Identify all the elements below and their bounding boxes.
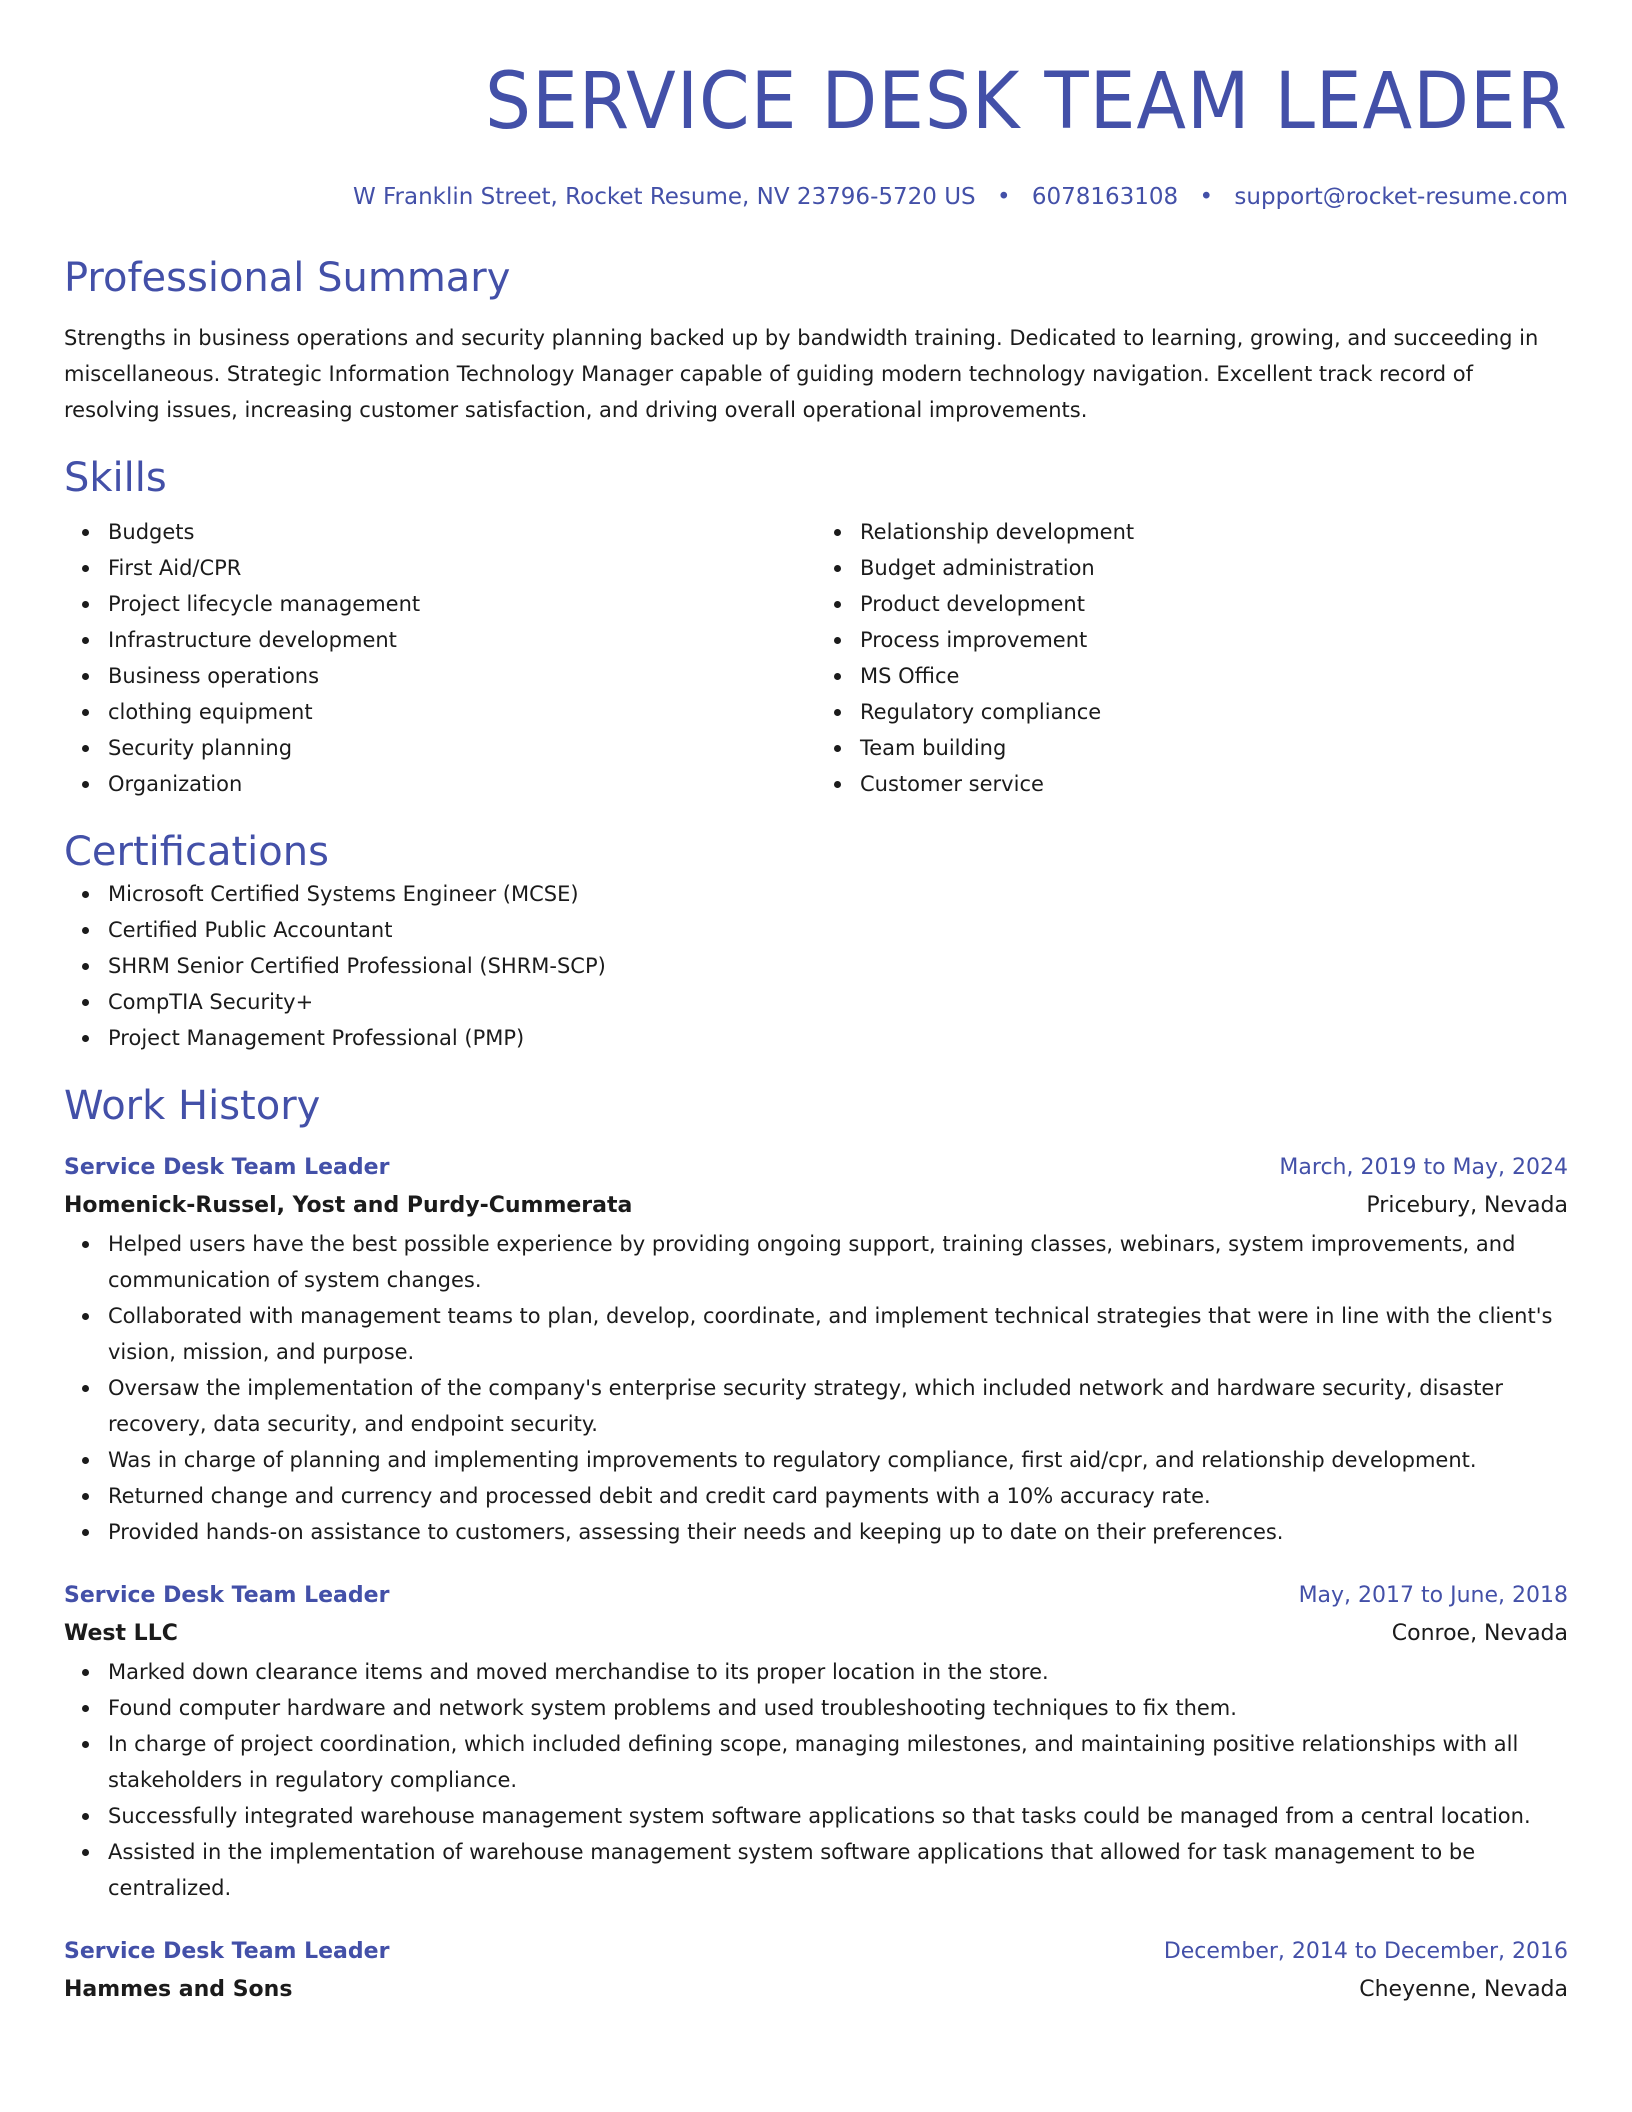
job-company-row (64, 1186, 1568, 1226)
job-location: Cheyenne, Nevada (1359, 1977, 1568, 2002)
job-dates: March, 2019 to May, 2024 (1279, 1155, 1568, 1180)
skill-item: Infrastructure development (108, 622, 816, 658)
job-title: Service Desk Team Leader (64, 1939, 390, 1964)
certification-item: SHRM Senior Certified Professional (SHRM-SCP) (108, 948, 1568, 984)
certifications-heading: Certifications (64, 829, 329, 875)
certification-item: Project Management Professional (PMP) (108, 1020, 1568, 1056)
job-bullet: Was in charge of planning and implementing improvements to regulatory compliance, first aid/cpr, and relationship development. (108, 1442, 1568, 1478)
job-title-row (64, 1150, 1568, 1186)
summary-text: Strengths in business operations and security planning backed up by bandwidth training. Dedicated to learning, growing, and succeeding in miscellaneous. Strategic Information Technology Manager capable of guiding modern technology navigation. Excellent track record of resolving issues, increasing customer satisfaction, and driving overall operational improvements. (64, 326, 1539, 422)
skill-item: Security planning (108, 730, 816, 766)
skill-item: Regulatory compliance (860, 694, 1568, 730)
contact-address: W Franklin Street, Rocket Resume, NV 23796-5720 US (352, 184, 976, 210)
resume-header (64, 0, 1568, 212)
skill-item: Budgets (108, 514, 816, 550)
skill-item: Relationship development (860, 514, 1568, 550)
job-entry (64, 1578, 1568, 1906)
job-title-row (64, 1934, 1568, 1970)
certification-item: Microsoft Certified Systems Engineer (MCSE) (108, 876, 1568, 912)
skill-item: MS Office (860, 658, 1568, 694)
job-bullet: Provided hands-on assistance to customers, assessing their needs and keeping up to date on their preferences. (108, 1514, 1568, 1550)
skills-grid (64, 514, 1568, 802)
skill-item: Customer service (860, 766, 1568, 802)
job-location: Conroe, Nevada (1391, 1621, 1568, 1646)
job-title-row (64, 1578, 1568, 1614)
contact-phone: 6078163108 (1031, 184, 1179, 210)
job-dates: May, 2017 to June, 2018 (1298, 1583, 1568, 1608)
skill-item: Business operations (108, 658, 816, 694)
skill-item: Project lifecycle management (108, 586, 816, 622)
job-bullet: Helped users have the best possible experience by providing ongoing support, training classes, webinars, system improvements, and communication of system changes. (108, 1226, 1568, 1298)
job-company: Hammes and Sons (64, 1977, 293, 2002)
job-bullet: Oversaw the implementation of the company's enterprise security strategy, which included network and hardware security, disaster recovery, data security, and endpoint security. (108, 1370, 1568, 1442)
certification-item: Certified Public Accountant (108, 912, 1568, 948)
job-location: Pricebury, Nevada (1366, 1193, 1568, 1218)
job-bullet: Found computer hardware and network system problems and used troubleshooting techniques to fix them. (108, 1690, 1568, 1726)
contact-line (64, 182, 1568, 212)
certifications-list (64, 876, 1568, 1056)
job-bullet: Marked down clearance items and moved merchandise to its proper location in the store. (108, 1654, 1568, 1690)
certification-item: CompTIA Security+ (108, 984, 1568, 1020)
candidate-name: SERVICE DESK TEAM LEADER (485, 57, 1568, 147)
work-history-heading: Work History (64, 1083, 321, 1129)
job-company-row (64, 1614, 1568, 1654)
contact-separator: • (1199, 184, 1214, 210)
skill-item: Team building (860, 730, 1568, 766)
skill-item: First Aid/CPR (108, 550, 816, 586)
skill-item: Process improvement (860, 622, 1568, 658)
job-bullet: Assisted in the implementation of warehouse management system software applications that allowed for task management to be centralized. (108, 1834, 1568, 1906)
skills-heading: Skills (64, 455, 167, 501)
job-entry (64, 1150, 1568, 1550)
resume-page (64, 0, 1568, 2112)
contact-email: support@rocket-resume.com (1234, 184, 1568, 210)
summary-heading: Professional Summary (64, 255, 511, 301)
job-bullet-list (64, 1226, 1568, 1550)
job-entry (64, 1934, 1568, 2010)
job-title: Service Desk Team Leader (64, 1155, 390, 1180)
skills-column-left (64, 514, 816, 802)
job-bullet: In charge of project coordination, which included defining scope, managing milestones, and maintaining positive relationships with all stakeholders in regulatory compliance. (108, 1726, 1568, 1798)
contact-separator: • (996, 184, 1011, 210)
job-company-row (64, 1970, 1568, 2010)
skill-item: Budget administration (860, 550, 1568, 586)
job-company: Homenick-Russel, Yost and Purdy-Cummerata (64, 1193, 633, 1218)
job-dates: December, 2014 to December, 2016 (1163, 1939, 1568, 1964)
job-bullet-list (64, 1654, 1568, 1906)
skill-item: Product development (860, 586, 1568, 622)
job-title: Service Desk Team Leader (64, 1583, 390, 1608)
job-company: West LLC (64, 1621, 178, 1646)
skill-item: clothing equipment (108, 694, 816, 730)
job-bullet: Returned change and currency and processed debit and credit card payments with a 10% accuracy rate. (108, 1478, 1568, 1514)
job-bullet: Collaborated with management teams to plan, develop, coordinate, and implement technical strategies that were in line with the client's vision, mission, and purpose. (108, 1298, 1568, 1370)
job-bullet: Successfully integrated warehouse management system software applications so that tasks could be managed from a central location. (108, 1798, 1568, 1834)
skill-item: Organization (108, 766, 816, 802)
skills-column-right (816, 514, 1568, 802)
